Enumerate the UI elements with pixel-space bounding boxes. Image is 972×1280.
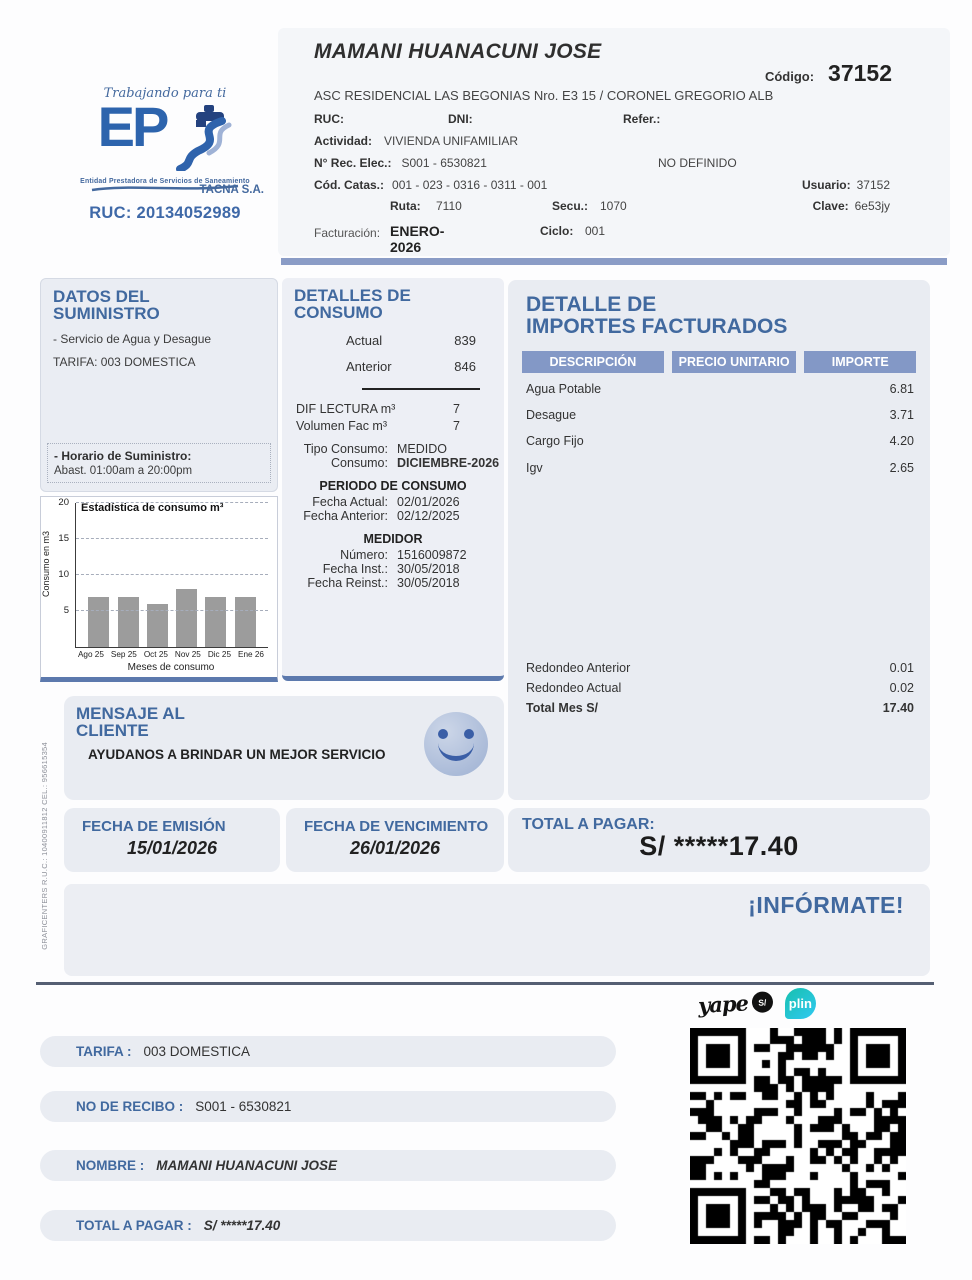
codigo-value: 37152 — [828, 60, 892, 86]
footer-row-tarifa: TARIFA : 003 DOMESTICA — [40, 1036, 616, 1067]
codigo-field — [765, 60, 892, 87]
chart-bar — [118, 597, 139, 647]
customer-header — [278, 28, 950, 256]
facturacion-label: Facturación: — [314, 226, 381, 240]
volumen-fac-row: Volumen Fac m³ 7 — [296, 418, 460, 433]
clave-value: 6e53jy — [854, 199, 890, 213]
chart-bar — [176, 589, 197, 647]
section-divider — [36, 982, 934, 985]
chart-xtick: Dic 25 — [207, 650, 232, 659]
reading-anterior-row: Anterior 846 — [346, 358, 476, 374]
company-logo — [56, 86, 274, 223]
service-type: - Servicio de Agua y Desague — [53, 331, 212, 346]
periodo-rows: Fecha Actual: 02/01/2026 Fecha Anterior: 02/12/2025 — [303, 494, 460, 523]
footer-row-recibo: NO DE RECIBO : S001 - 6530821 — [40, 1091, 616, 1122]
smiley-icon — [424, 712, 488, 776]
chart-ytick: 20 — [58, 497, 69, 508]
issue-date-box — [64, 808, 280, 872]
column-importe: IMPORTE — [804, 351, 916, 373]
printer-credit: GRAFICENTERS R.U.C.: 10400911812 CEL.: 956615354 — [40, 742, 49, 950]
company-descriptor: Entidad Prestadora de Servicios de Saneamiento — [80, 178, 250, 185]
ruta-value: 7110 — [436, 199, 462, 213]
chart-ytick: 5 — [63, 605, 69, 616]
table-row: Desague 3.71 — [526, 407, 914, 422]
company-city: TACNA S.A. — [199, 184, 264, 196]
chart-xtick: Ene 26 — [238, 650, 264, 659]
company-ruc: RUC: 20134052989 — [89, 204, 241, 222]
billed-amounts-title: DETALLE DE IMPORTES FACTURADOS — [526, 293, 788, 339]
consumption-panel-title: DETALLES DE CONSUMO — [294, 286, 411, 323]
plin-logo: plin — [785, 988, 816, 1019]
chart-bar — [88, 597, 109, 647]
company-slogan: Trabajando para ti — [103, 86, 227, 101]
ruta-label: Ruta: — [390, 199, 421, 213]
total-to-pay-box — [508, 808, 930, 872]
footer-row-nombre: NOMBRE : MAMANI HUANACUNI JOSE — [40, 1150, 616, 1181]
clave-field — [813, 199, 890, 213]
ruc-label: RUC: — [314, 112, 344, 126]
sum-line — [362, 388, 480, 390]
dni-label: DNI: — [448, 112, 473, 126]
reading-actual-row: Actual 839 — [346, 332, 476, 348]
supply-panel-title: DATOS DEL SUMINISTRO — [53, 287, 160, 324]
payment-methods — [698, 988, 816, 1019]
no-definido-text: NO DEFINIDO — [658, 156, 737, 170]
supply-data-panel — [40, 278, 278, 492]
ciclo-label: Ciclo: — [540, 224, 574, 238]
informate-text: ¡INFÓRMATE! — [748, 892, 904, 918]
tarifa-line: TARIFA: 003 DOMESTICA — [53, 354, 196, 369]
due-date-box — [286, 808, 504, 872]
message-body: AYUDANOS A BRINDAR UN MEJOR SERVICIO — [88, 746, 386, 762]
actividad-value: VIVIENDA UNIFAMILIAR — [384, 134, 519, 148]
clave-label: Clave: — [812, 199, 849, 213]
column-precio-unitario: PRECIO UNITARIO — [672, 351, 797, 373]
customer-message-panel — [64, 696, 504, 800]
yape-logo: yape S/ — [697, 989, 773, 1018]
total-to-pay-label: TOTAL A PAGAR: — [522, 816, 655, 833]
chart-bars — [76, 503, 268, 647]
customer-name: MAMANI HUANACUNI JOSE — [314, 40, 602, 63]
due-date-label: FECHA DE VENCIMIENTO — [304, 818, 489, 835]
dif-lectura-row: DIF LECTURA m³ 7 — [296, 401, 460, 416]
periodo-title: PERIODO DE CONSUMO — [319, 478, 467, 493]
facturacion-value: ENERO-2026 — [390, 223, 445, 255]
chart-ytick: 10 — [58, 569, 69, 580]
chart-ytick: 15 — [58, 533, 69, 544]
schedule-value: Abast. 01:00am a 20:00pm — [54, 465, 193, 477]
issue-date-label: FECHA DE EMISIÓN — [82, 818, 226, 835]
eps-wordmark: EP — [97, 95, 167, 158]
chart-xtick: Nov 25 — [174, 650, 201, 659]
refer-label: Refer.: — [623, 112, 661, 126]
rec-elec-label: N° Rec. Elec.: — [314, 156, 392, 170]
actividad-label: Actividad: — [314, 134, 373, 148]
total-mes-row: Total Mes S/ 17.40 — [526, 701, 914, 715]
customer-address: ASC RESIDENCIAL LAS BEGONIAS Nro. E3 15 / CORONEL GREGORIO ALB — [314, 88, 774, 103]
chart-title: Estadística de consumo m³ — [81, 502, 224, 514]
rounding-rows — [526, 658, 914, 718]
billed-amounts-panel — [508, 280, 930, 800]
usuario-field — [802, 178, 890, 192]
table-row: Agua Potable 6.81 — [526, 381, 914, 396]
redondeo-anterior-row: Redondeo Anterior 0.01 — [526, 661, 914, 675]
due-date-value: 26/01/2026 — [349, 838, 441, 858]
usuario-value: 37152 — [856, 178, 890, 192]
medidor-rows: Número: 1516009872 Fecha Inst.: 30/05/2018 Fecha Reinst.: 30/05/2018 — [307, 547, 467, 590]
chart-xticks — [71, 650, 271, 659]
yape-badge-icon: S/ — [751, 991, 773, 1013]
medidor-title: MEDIDOR — [363, 531, 423, 546]
catas-value: 001 - 023 - 0316 - 0311 - 001 — [392, 178, 548, 192]
consumption-chart — [40, 496, 278, 682]
table-row: Igv 2.65 — [526, 460, 914, 475]
catas-field — [314, 178, 547, 192]
qr-code — [690, 1028, 906, 1244]
consumption-details-panel — [282, 278, 504, 681]
chart-bar — [235, 597, 256, 647]
column-descripcion: DESCRIPCIÓN — [522, 351, 664, 373]
table-header-row — [522, 351, 916, 373]
footer-row-total: TOTAL A PAGAR : S/ *****17.40 — [40, 1210, 616, 1241]
schedule-label: - Horario de Suministro: — [54, 449, 192, 463]
secu-label: Secu.: — [552, 199, 589, 213]
chart-plot-area — [75, 503, 268, 648]
eps-logo-row — [56, 95, 274, 176]
chart-yticks — [47, 497, 71, 647]
schedule-box — [47, 443, 271, 483]
tipo-consumo-row: Tipo Consumo: MEDIDO Consumo: DICIEMBRE-2026 — [303, 441, 500, 470]
rec-elec-field — [314, 156, 487, 170]
codigo-label: Código: — [764, 69, 815, 84]
total-to-pay-value: S/ *****17.40 — [639, 831, 799, 861]
chart-xtick: Sep 25 — [110, 650, 137, 659]
informate-panel — [64, 884, 930, 976]
usuario-label: Usuario: — [801, 178, 851, 192]
facturacion-field — [314, 223, 445, 255]
actividad-field — [314, 134, 518, 148]
redondeo-actual-row: Redondeo Actual 0.02 — [526, 681, 914, 695]
faucet-river-icon — [166, 103, 232, 176]
chart-xtick: Ago 25 — [77, 650, 104, 659]
issue-date-value: 15/01/2026 — [126, 838, 218, 858]
chart-bar — [205, 597, 226, 647]
chart-xlabel: Meses de consumo — [127, 662, 215, 673]
ciclo-value: 001 — [585, 224, 606, 238]
table-row: Cargo Fijo 4.20 — [526, 434, 914, 449]
message-title: MENSAJE AL CLIENTE — [76, 704, 185, 741]
rec-elec-value: S001 - 6530821 — [401, 156, 487, 170]
catas-label: Cód. Catas.: — [314, 178, 385, 192]
chart-xtick: Oct 25 — [143, 650, 168, 659]
chart-ylabel: Consumo en m3 — [41, 530, 52, 598]
qr-code-image — [690, 1028, 906, 1244]
secu-value: 1070 — [600, 199, 627, 213]
